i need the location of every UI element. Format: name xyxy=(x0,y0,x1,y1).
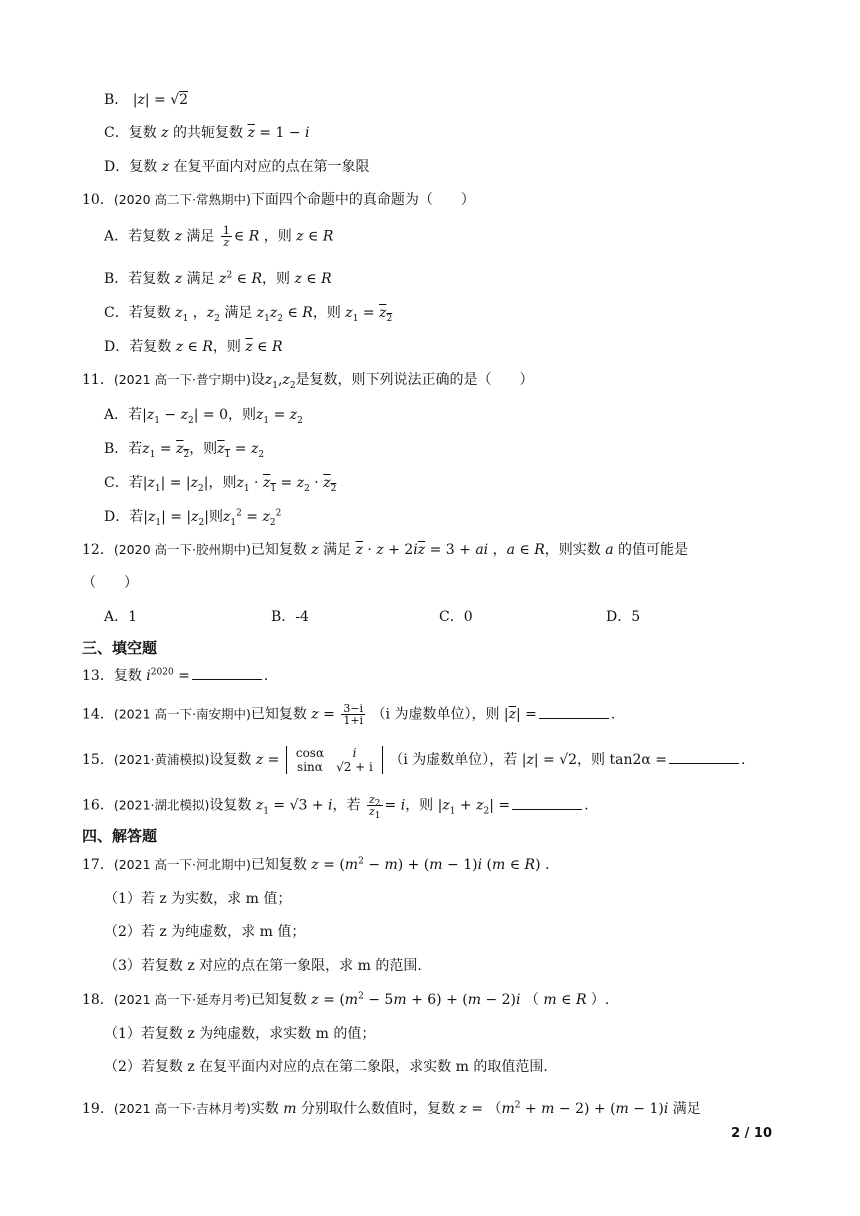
q16-stem: 16．(2021·湖北模拟)设复数 $z_1 = √3 + i$，若 $\frac{z_2}{z_1}$ = i，则 $|z_1 + z_2|$ = . xyxy=(82,793,589,822)
q10-source: (2020 高二下·常熟期中) xyxy=(113,192,251,207)
q10-option-a: A．若复数 z 满足 $\frac{1}{z}$ ∈ R ，则 z ∈ R xyxy=(104,224,334,249)
q17-stem: 17．(2021 高一下·河北期中)已知复数 $z = (m^2 - m) + (m - 1)i$ (m ∈ R) . xyxy=(82,856,550,873)
q11-option-b: B．若$z_1 = z_2$，则$z_1 = z_2$ xyxy=(104,441,265,460)
q12-option-a: A．1 xyxy=(104,609,138,625)
q14-source: (2021 高一下·南安期中) xyxy=(113,706,251,722)
q17-part-1: （1）若 z 为实数，求 m 值； xyxy=(104,891,292,907)
q17-part-2: （2）若 z 为纯虚数，求 m 值； xyxy=(104,924,306,940)
q17-source: (2021 高一下·河北期中) xyxy=(113,857,251,872)
q15-stem: 15．(2021·黄浦模拟)设复数 z = cosα i sinα √2 + i （i 为虚数单位），若 |z| = √2，则 tan2α = . xyxy=(82,746,746,774)
q12-option-d: D．5 xyxy=(606,609,641,625)
q12-stem: 12．(2020 高一下·胶州期中)已知复数 z 满足 $\overline{z} \cdot z + 2i\overline{z} = 3$ + ai ，a ∈ R，则实数 a 的值可能是 xyxy=(82,542,689,558)
q10-option-d: D．若复数 z ∈ R，则 $\overline{z}$ ∈ R xyxy=(104,339,283,355)
q15-determinant: cosα i sinα √2 + i xyxy=(286,746,383,774)
q16-source: (2021·湖北模拟) xyxy=(113,797,210,813)
q11-stem: 11．(2021 高一下·普宁期中)设$z_1,z_2$是复数，则下列说法正确的是（ ） xyxy=(82,372,534,391)
q9-option-c: C．复数 z 的共轭复数 $\overline{z} = 1 - i$ xyxy=(104,125,310,141)
q11-option-d: D．若$|z_1| = |z_2|$则$z_1^2 = z_2^2$ xyxy=(104,508,282,528)
q11-source: (2021 高一下·普宁期中) xyxy=(113,372,251,387)
q11-option-c: C．若$|z_1| = |z_2|$，则$z_1 \cdot z_1 = z_2 \cdot z_2$ xyxy=(104,475,337,494)
q16-answer-blank xyxy=(512,795,582,810)
q10-stem: 10．(2020 高二下·常熟期中)下面四个命题中的真命题为（ ） xyxy=(82,192,475,208)
q10-option-b: B．若复数 z 满足 $z^2$ ∈ R，则 z ∈ R xyxy=(104,270,332,287)
q19-stem: 19．(2021 高一下·吉林月考)实数 m 分别取什么数值时，复数 $z = (m^2 + m - 2) + (m - 1)i$ 满足 xyxy=(82,1100,701,1117)
q18-part-1: （1）若复数 z 为纯虚数，求实数 m 的值； xyxy=(104,1026,376,1042)
section-heading-fill-blank: 三、填空题 xyxy=(82,639,158,657)
q17-part-3: （3）若复数 z 对应的点在第一象限，求 m 的范围. xyxy=(104,958,422,974)
q18-source: (2021 高一下·延寿月考) xyxy=(113,992,251,1007)
q12-option-b: B．-4 xyxy=(271,609,309,625)
q14-answer-blank xyxy=(539,704,609,719)
q12-option-c: C．0 xyxy=(439,609,473,625)
q19-source: (2021 高一下·吉林月考) xyxy=(113,1101,251,1116)
q15-source: (2021·黄浦模拟) xyxy=(113,752,210,767)
q11-option-a: A．若$|z_1 - z_2| = 0$，则$z_1 = z_2$ xyxy=(104,407,303,426)
q9-option-b: B． |z| = √2 xyxy=(104,92,189,108)
q18-part-2: （2）若复数 z 在复平面内对应的点在第二象限，求实数 m 的取值范围. xyxy=(104,1059,548,1075)
section-heading-solve: 四、解答题 xyxy=(82,827,158,845)
q13-answer-blank xyxy=(192,665,262,680)
q12-source: (2020 高一下·胶州期中) xyxy=(113,542,251,557)
page-number: 2 / 10 xyxy=(731,1126,772,1141)
q10-option-c: C．若复数 $z_1$ ，$z_2$ 满足 $z_1z_2$ ∈ R，则 $z_1 = z_2$ xyxy=(104,305,393,324)
q12-paren: （ ） xyxy=(82,575,138,591)
q18-stem: 18．(2021 高一下·延寿月考)已知复数 $z = (m^2 - 5m + 6) + (m - 2)i$ （ m ∈ R ）. xyxy=(82,991,610,1008)
q15-answer-blank xyxy=(669,749,739,764)
q9-option-d: D．复数 z 在复平面内对应的点在第一象限 xyxy=(104,159,370,175)
q13-stem: 13．复数 $i^{2020}$ = . xyxy=(82,665,268,686)
q14-stem: 14．(2021 高一下·南安期中)已知复数 z = $\frac{3-i}{1+i}$ （i 为虚数单位），则 $|\overline{z}|$ = . xyxy=(82,702,616,727)
